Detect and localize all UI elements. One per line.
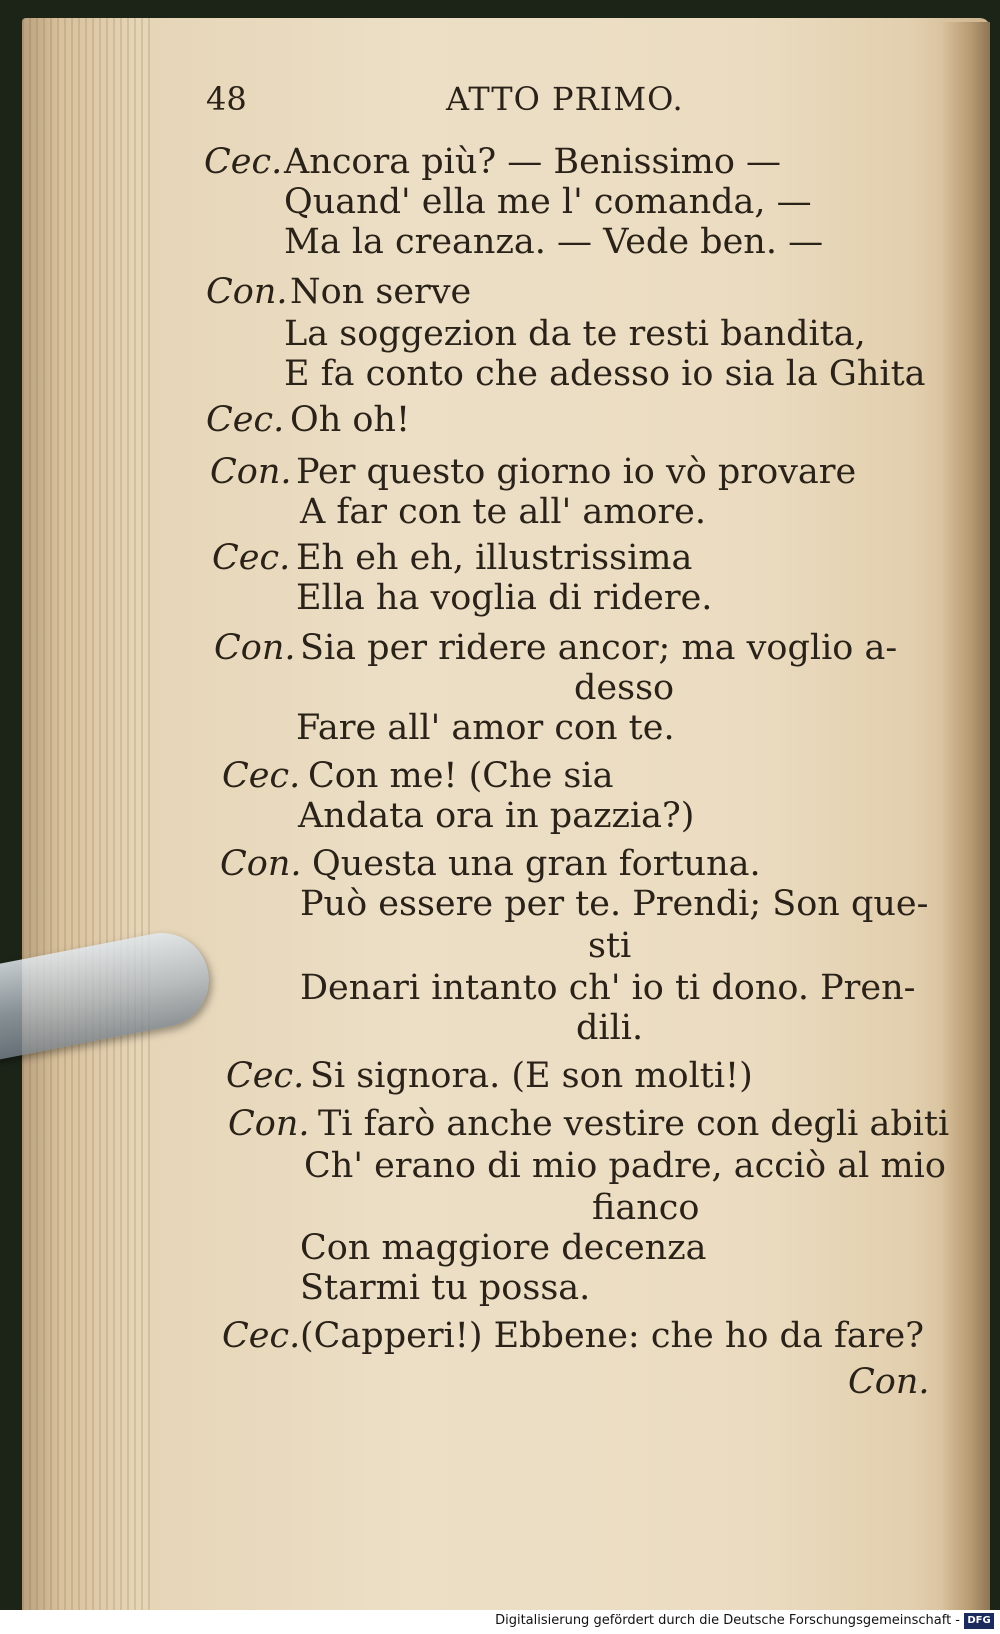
speaker-label: Con. <box>210 452 292 492</box>
verse-line: Con maggiore decenza <box>300 1228 707 1268</box>
verse-line-turnover: sti <box>588 926 632 966</box>
verse-line: Starmi tu possa. <box>300 1268 591 1308</box>
dfg-logo: DFG <box>964 1613 994 1629</box>
speaker-label: Con. <box>220 844 302 884</box>
page-number: 48 <box>206 80 247 118</box>
verse-line: Questa una gran fortuna. <box>312 844 761 884</box>
verse-line: Oh oh! <box>290 400 411 440</box>
catchword: Con. <box>848 1362 930 1402</box>
verse-line-turnover: desso <box>574 668 675 708</box>
speaker-label: Cec. <box>222 1316 301 1356</box>
verse-line: Ma la creanza. — Vede ben. — <box>284 222 824 262</box>
speaker-label: Cec. <box>226 1056 305 1096</box>
page-edges <box>22 18 152 1610</box>
speaker-label: Cec. <box>204 142 283 182</box>
verse-line: Andata ora in pazzia?) <box>298 796 695 836</box>
verse-line: Fare all' amor con te. <box>296 708 675 748</box>
verse-line-turnover: fianco <box>592 1188 700 1228</box>
funding-credit: Digitalisierung gefördert durch die Deutsche Forschungsgemeinschaft - <box>495 1613 960 1628</box>
verse-line: Ancora più? — Benissimo — <box>284 142 782 182</box>
speaker-label: Con. <box>214 628 296 668</box>
speaker-label: Con. <box>206 272 288 312</box>
page-fore-edge <box>942 22 990 1610</box>
verse-line: Ti farò anche vestire con degli abiti <box>318 1104 950 1144</box>
verse-line: Eh eh eh, illustrissima <box>296 538 693 578</box>
verse-line: Ella ha voglia di ridere. <box>296 578 713 618</box>
verse-line: La soggezion da te resti bandita, <box>284 314 866 354</box>
verse-line: Per questo giorno io vò provare <box>296 452 857 492</box>
verse-line: Può essere per te. Prendi; Son que- <box>300 884 929 924</box>
verse-line: Con me! (Che sia <box>308 756 614 796</box>
verse-line: Ch' erano di mio padre, acciò al mio <box>304 1146 946 1186</box>
verse-line: Non serve <box>290 272 472 312</box>
speaker-label: Cec. <box>222 756 301 796</box>
verse-line: Si signora. (E son molti!) <box>310 1056 753 1096</box>
verse-line: A far con te all' amore. <box>300 492 707 532</box>
speaker-label: Cec. <box>212 538 291 578</box>
running-title: ATTO PRIMO. <box>446 80 684 118</box>
verse-line: (Capperi!) Ebbene: che ho da fare? <box>300 1316 924 1356</box>
verse-line-turnover: dili. <box>576 1008 644 1048</box>
verse-line: Denari intanto ch' io ti dono. Pren- <box>300 968 916 1008</box>
verse-line: E fa conto che adesso io sia la Ghita <box>284 354 926 394</box>
speaker-label: Con. <box>228 1104 310 1144</box>
footer-bar <box>0 1610 1000 1634</box>
verse-line: Sia per ridere ancor; ma voglio a- <box>300 628 898 668</box>
verse-line: Quand' ella me l' comanda, — <box>284 182 812 222</box>
speaker-label: Cec. <box>206 400 285 440</box>
running-head <box>206 80 706 120</box>
